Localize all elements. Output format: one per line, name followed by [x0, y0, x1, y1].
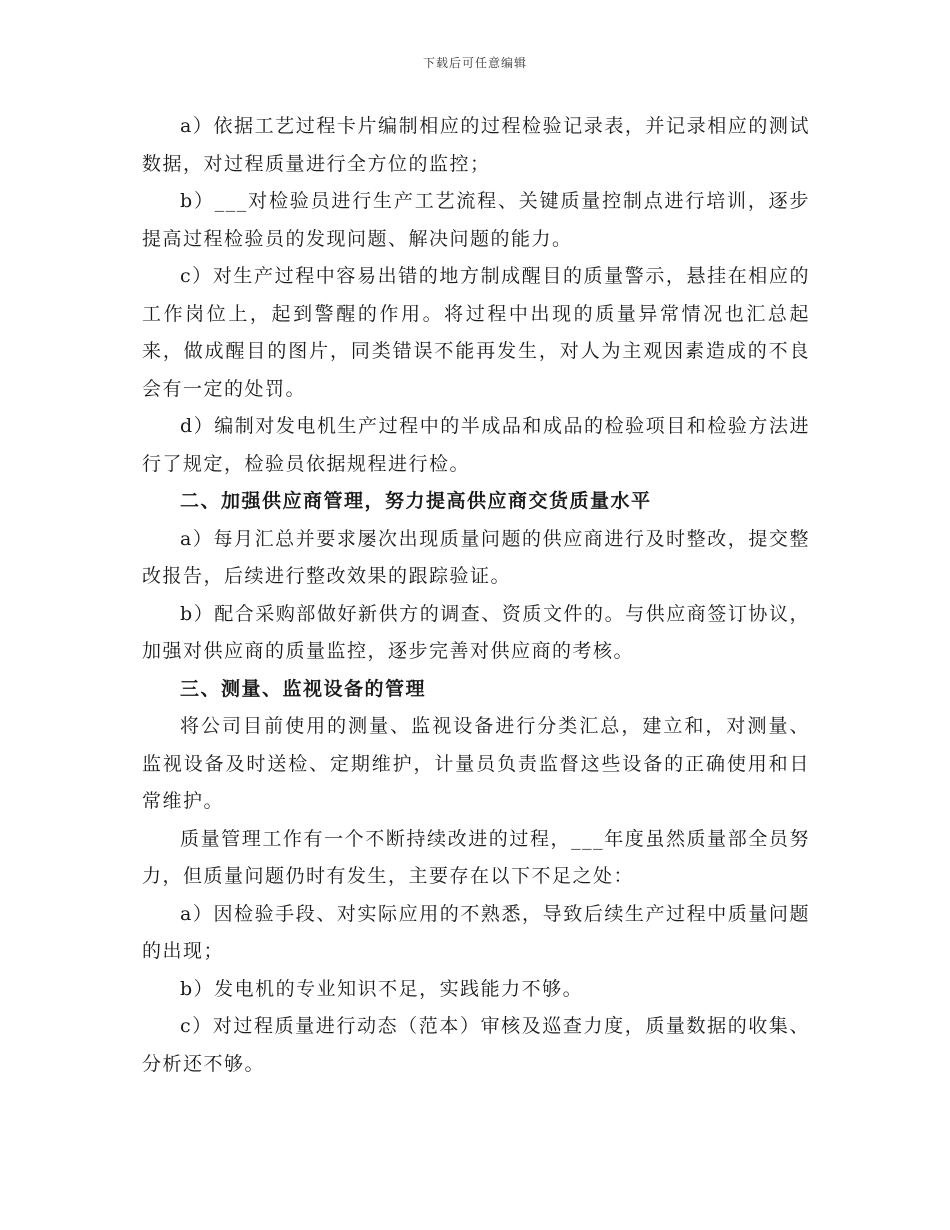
section-heading-supplier-management: 二、加强供应商管理，努力提高供应商交货质量水平	[180, 490, 652, 512]
paragraph-a-supplier-rectification: a）每月汇总并要求屡次出现质量问题的供应商进行及时整改，提交整改报告，后续进行整改效果的跟踪验证。	[142, 527, 810, 587]
header-note: 下载后可任意编辑	[422, 56, 527, 70]
document-body	[142, 108, 810, 1083]
paragraph-c-dynamic-audit: c）对过程质量进行动态（范本）审核及巡查力度，质量数据的收集、分析还不够。	[142, 1015, 810, 1075]
paragraph-b-supplier-agreement: b）配合采购部做好新供方的调查、资质文件的。与供应商签订协议，加强对供应商的质量监控，逐步完善对供应商的考核。	[142, 602, 810, 662]
paragraph-b-professional-knowledge: b）发电机的专业知识不足，实践能力不够。	[180, 977, 584, 1000]
paragraph-b-inspector-training: b）___对检验员进行生产工艺流程、关键质量控制点进行培训，逐步提高过程检验员的发现问题、解决问题的能力。	[142, 190, 810, 250]
paragraph-equipment-management: 将公司目前使用的测量、监视设备进行分类汇总，建立和，对测量、监视设备及时送检、定期维护，计量员负责监督这些设备的正确使用和日常维护。	[142, 715, 810, 812]
paragraph-a-inspection-means: a）因检验手段、对实际应用的不熟悉，导致后续生产过程中质量问题的出现；	[142, 902, 810, 962]
paragraph-a-inspection-records: a）依据工艺过程卡片编制相应的过程检验记录表，并记录相应的测试数据，对过程质量进行全方位的监控；	[142, 115, 810, 175]
paragraph-improvement-summary: 质量管理工作有一个不断持续改进的过程，___年度虽然质量部全员努力，但质量问题仍时有发生，主要存在以下不足之处：	[142, 827, 810, 887]
paragraph-c-quality-warnings: c）对生产过程中容易出错的地方制成醒目的质量警示，悬挂在相应的工作岗位上，起到警醒的作用。将过程中出现的质量异常情况也汇总起来，做成醒目的图片，同类错误不能再发生，对人为主观因素造成的不良会有一定的处罚。	[142, 265, 810, 400]
section-heading-measurement-equipment: 三、测量、监视设备的管理	[180, 677, 427, 700]
paragraph-d-inspection-items: d）编制对发电机生产过程中的半成品和成品的检验项目和检验方法进行了规定，检验员依据规程进行检。	[142, 415, 810, 475]
